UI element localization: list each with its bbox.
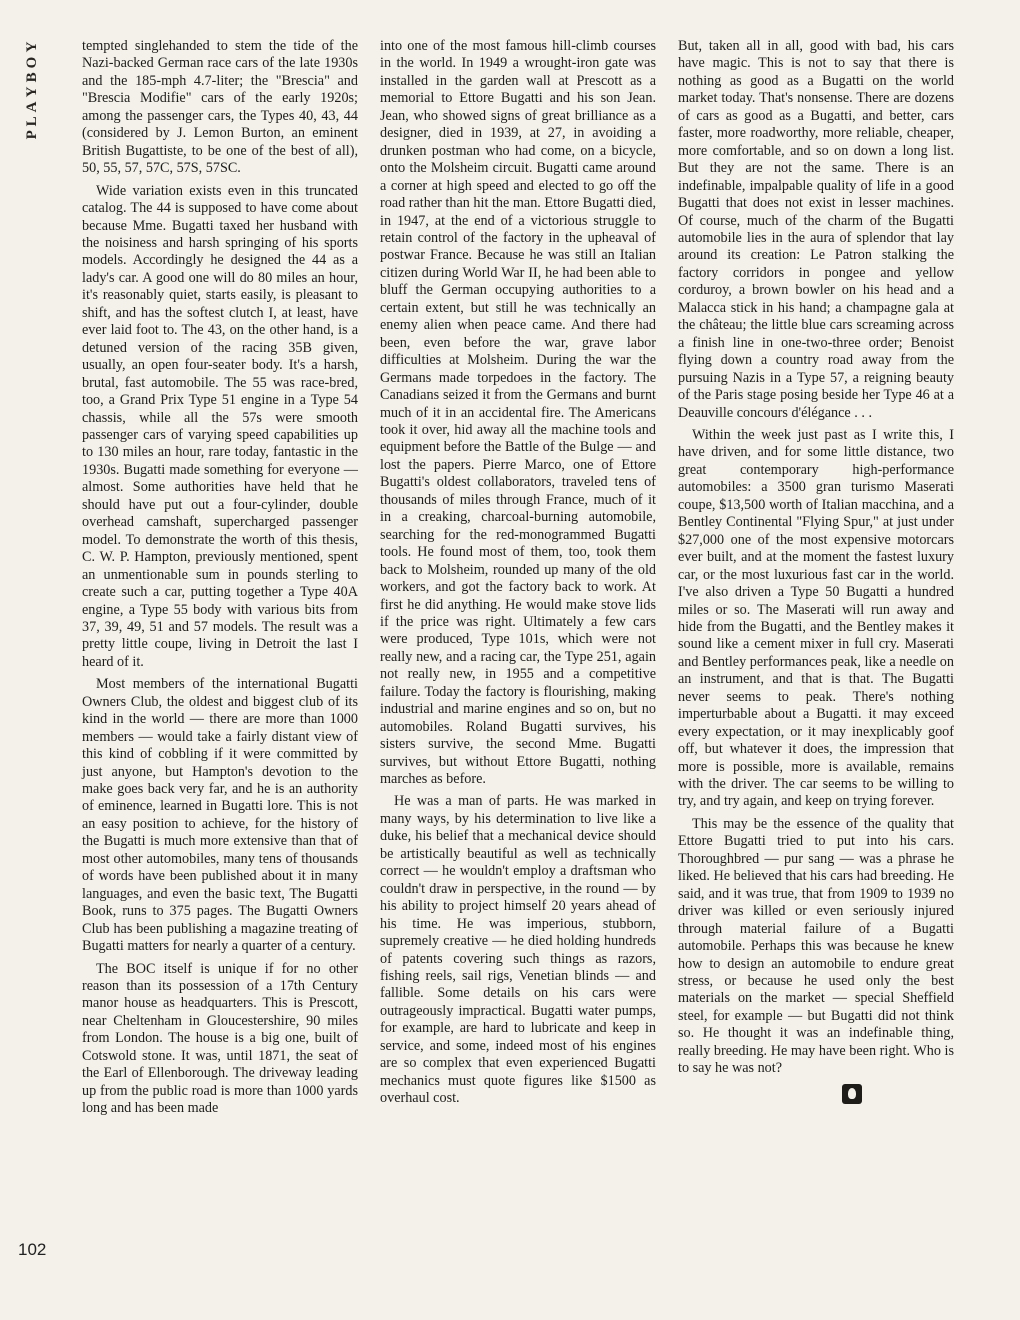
paragraph: into one of the most famous hill-climb courses in the world. In 1949 a wrought-iron gate was installed in the garden wall at Prescott as a memorial to Ettore Bugatti and his son Jean. Jean, who showed signs of great brilliance as a designer, died in 1939, at 27, in avoiding a drunken postman who had come, on a bicycle, onto the Molsheim circuit. Bugatti came around a corner at high speed and elected to go off the road rather than hit the man. Ettore Bugatti died, in 1947, at the end of a victorious struggle to retain control of the factory in the upheaval of postwar France. Because he was still an Italian citizen during World War II, he had been able to bluff the German occupying authorities to a certain extent, but still he was technically an enemy alien when peace came. And there had been, even before the war, grave labor difficulties at Molsheim. During the war the Germans made torpedoes in the factory. The Canadians seized it from the Germans and burnt much of it in an accidental fire. The Americans took it over, hid away all the machine tools and equipment before the Battle of the Bulge — and lost the papers. Pierre Marco, one of Ettore Bugatti's oldest collaborators, traveled tens of thousands of miles through France, much of it in a creaking, charcoal-burning automobile, searching for the red-monogrammed Bugatti tools. He found most of them, too, took them back to Molsheim, rounded up many of the old workers, and got the factory back to work. At first he did anything. He would make stove lids if the price was right. Ultimately a few cars were produced, Type 101s, which were not really new, and a racing car, the Type 251, again not really new, in 1955 and a competitive failure. Today the factory is flourishing, making industrial and marine engines and so on, but no automobiles. Roland Bugatti survives, his sisters survive, the second Mme. Bugatti survives, but without Ettore Bugatti, nothing marches as before. <box>380 38 656 788</box>
rabbit-end-mark-icon <box>842 1084 862 1104</box>
column-3 <box>678 38 954 1118</box>
page-number: 102 <box>18 1240 47 1259</box>
running-head-letter: Y <box>24 42 40 53</box>
column-1 <box>82 38 358 1118</box>
running-head-letter: L <box>24 116 40 127</box>
running-head-letter: P <box>24 130 40 140</box>
running-head <box>24 40 44 141</box>
article-body <box>82 38 954 1118</box>
column-2 <box>380 38 656 1118</box>
paragraph: He was a man of parts. He was marked in many ways, by his determination to live like a duke, his belief that a mechanical device should be artistically beautiful as well as technically correct — he wouldn't employ a draftsman who couldn't draw in perspective, in the round — by his ability to project himself 20 years ahead of his time. He was imperious, stubborn, supremely creative — he died holding hundreds of patents covering such things as razors, fishing reels, sail rigs, Venetian blinds — and fallible. Some details on his cars were outrageously impractical. Bugatti water pumps, for example, are hard to lubricate and keep in service, and some, indeed most of his engines are so complex that even experienced Bugatti mechanics must quote figures like $1500 as overhaul cost. <box>380 793 656 1107</box>
paragraph: tempted singlehanded to stem the tide of the Nazi-backed German race cars of the late 1930s and the 185-mph 4.7-liter; the "Brescia" and "Brescia Modifie" cars of the early 1920s; among the passenger cars, the Types 40, 43, 44 (considered by J. Lemon Burton, an eminent British Bugattiste, to be one of the best of all), 50, 55, 57, 57C, 57S, 57SC. <box>82 38 358 177</box>
running-head-letter: B <box>24 72 40 83</box>
running-head-letter: O <box>24 56 40 69</box>
running-head-letter: A <box>24 101 40 113</box>
running-head-letter: Y <box>24 86 40 98</box>
paragraph: Wide variation exists even in this truncated catalog. The 44 is supposed to have come about because Mme. Bugatti taxed her husband with the noisiness and harsh springing of his sports models. Accordingly he designed the 44 as a lady's car. A good one will do 80 miles an hour, it's reasonably quiet, starts easily, is pleasant to shift, and has the softest clutch I, at least, have ever laid foot to. The 43, on the other hand, is a detuned version of the racing 35B given, usually, an open four-seater body. It's a harsh, brutal, fast automobile. The 55 was race-bred, too, a Grand Prix Type 51 engine in a Type 54 chassis, while all the 57s were smooth passenger cars of varying speed capabilities up to 130 miles an hour, rare today, fantastic in the 1930s. Bugatti made something for everyone — almost. Some authorities have held that he should have put out a four-cylinder, double overhead camshaft, supercharged passenger model. To demonstrate the worth of this thesis, C. W. P. Hampton, previously mentioned, spent an unmentionable sum in pounds sterling to create such a car, putting together a Type 40A engine, a Type 55 body with various bits from 37, 39, 49, 51 and 57 models. The result was a pretty little coupe, living in Detroit the last I heard of it. <box>82 182 358 670</box>
paragraph: Within the week just past as I write this, I have driven, and for some little distance, two great contemporary high-performance automobiles: a 3500 gran turismo Maserati coupe, $13,500 worth of Italian macchina, and a Bentley Continental "Flying Spur," at just under $27,000 one of the most expensive motorcars ever built, and at the moment the fastest luxury car, or the most luxurious fast car in the world. I've also driven a Type 50 Bugatti a hundred miles or so. The Maserati will run away and hide from the Bugatti, and the Bentley makes it sound like a cement mixer in full cry. Maserati and Bentley performances peak, like a needle on an instrument, and that is that. The Bugatti never seems to peak. There's nothing imperturbable about a Bugatti. it may exceed every expectation, or it may inexplicably goof off, but whatever it does, the impression that more is possible, more is available, remains with the driver. The car seems to be willing to try, and try again, and keep on trying forever. <box>678 426 954 810</box>
paragraph: The BOC itself is unique if for no other reason than its possession of a 17th Century manor house as headquarters. This is Prescott, near Cheltenham in Gloucestershire, 90 miles from London. The house is a big one, built of Cotswold stone. It was, until 1871, the seat of the Earl of Ellenborough. The driveway leading up from the public road is more than 1000 yards long and has been made <box>82 960 358 1117</box>
paragraph: This may be the essence of the quality that Ettore Bugatti tried to put into his cars. Thoroughbred — pur sang — was a phrase he liked. He believed that his cars had breeding. He said, and it was true, that from 1909 to 1939 no driver was killed or even seriously injured through material failure of a Bugatti automobile. Perhaps this was because he knew how to design an automobile to endure great stress, or because he used only the best materials on the market — special Sheffield steel, for example — but Bugatti did not think so. He thought it was an indefinable thing, really breeding. He may have been right. Who is to say he was not? <box>678 815 954 1077</box>
paragraph: Most members of the international Bugatti Owners Club, the oldest and biggest club of its kind in the world — there are more than 1000 members — would take a fairly distant view of this kind of cobbling if it were committed by just anyone, but Hampton's devotion to the make goes back very far, and he is an authority of eminence, learned in Bugatti lore. This is not an easy position to achieve, for the history of the Bugatti is much more extensive than that of most other automobiles, many tens of thousands of words have been published about it in many languages, and even the basic text, The Bugatti Book, runs to 375 pages. The Bugatti Owners Club has been publishing a magazine treating of Bugatti matters for nearly a quarter of a century. <box>82 676 358 955</box>
paragraph: But, taken all in all, good with bad, his cars have magic. This is not to say that there is nothing as good as a Bugatti on the world market today. That's nonsense. There are dozens of cars as good as a Bugatti, and better, cars faster, more roadworthy, more reliable, cheaper, more comfortable, and so on down a long list. But they are not the same. There is an indefinable, impalpable quality of life in a good Bugatti that does not exist in lesser machines. Of course, much of the charm of the Bugatti automobile lies in the aura of splendor that lay around its creation: Le Patron stalking the factory corridors in pongee and yellow corduroy, a brown bowler on his head and a Malacca stick in his hand; a champagne gala at the château; the little blue cars screaming across a finish line in one-two-three order; Benoist flying down a country road away from the pursuing Nazis in a Type 57, a reigning beauty of the Paris stage posing beside her Type 46 at a Deauville concours d'élégance . . . <box>678 38 954 421</box>
